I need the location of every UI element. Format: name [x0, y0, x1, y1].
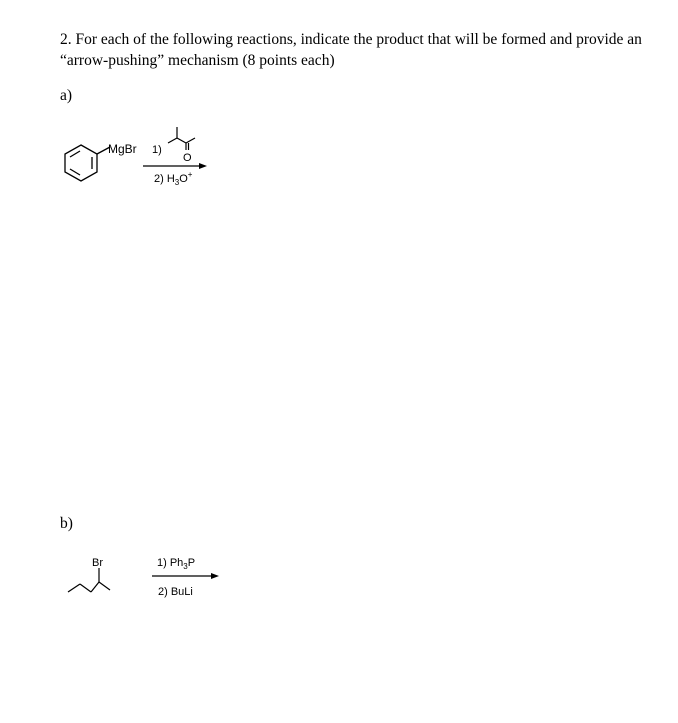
- bromine-label: Br: [92, 557, 103, 569]
- arrow-head-a: [199, 163, 207, 169]
- part-b-label: b): [60, 515, 73, 532]
- part-a-label: a): [60, 87, 73, 104]
- reaction-b-scheme: [0, 545, 260, 605]
- carbonyl-oxygen: O: [183, 152, 192, 164]
- step1-label-b: 1) $Ph_3P$: [157, 557, 196, 571]
- question-number: 2.: [60, 31, 72, 48]
- step2-label: 2) $H_3O^+$: [154, 170, 193, 187]
- benzene-ring: [65, 145, 97, 181]
- reaction-a-scheme: [0, 110, 260, 200]
- step1-label: 1): [152, 144, 162, 156]
- question-body: For each of the following reactions, indicate the product that will be formed and provide an “arrow-pushing” mechanism (8 points each): [60, 31, 642, 69]
- alkyl-bromide-structure: [68, 568, 110, 592]
- step2-label-b: 2) BuLi: [158, 586, 193, 598]
- question-text: [60, 29, 672, 71]
- arrow-head-b: [211, 573, 219, 579]
- ketone-structure: [168, 127, 195, 150]
- grignard-label: MgBr: [108, 142, 137, 156]
